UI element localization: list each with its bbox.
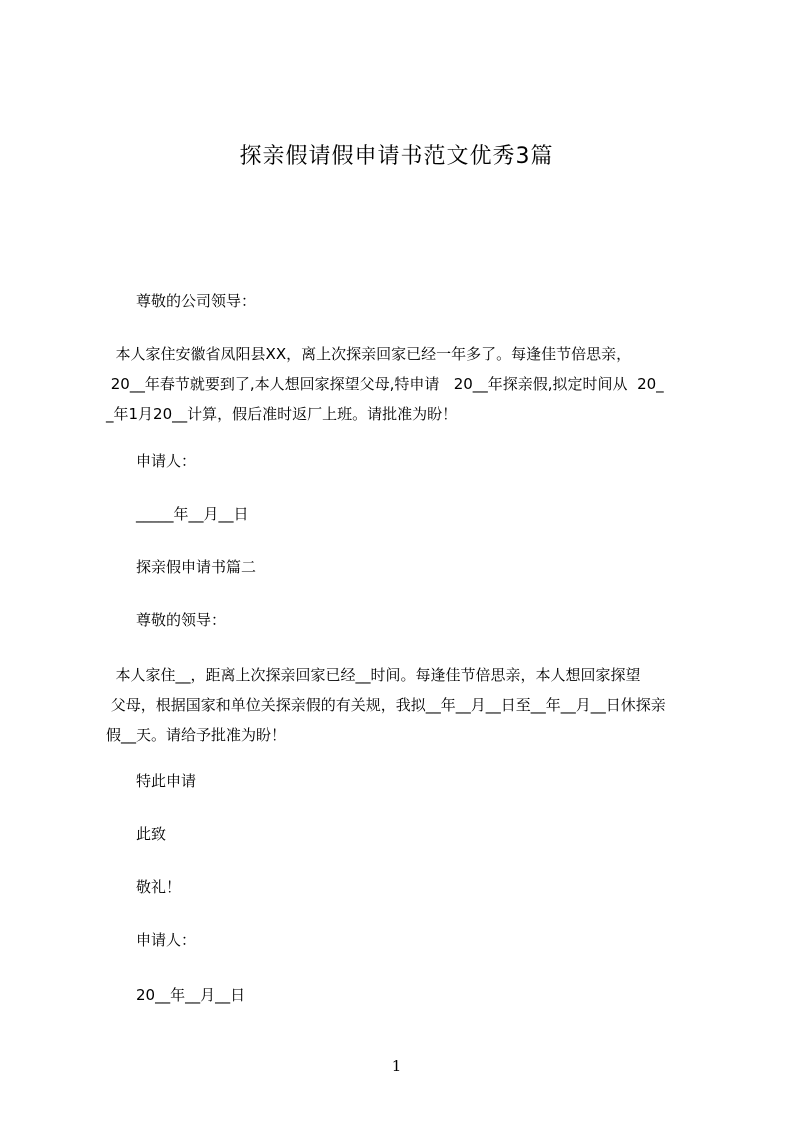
applicant-label: 申请人：: [136, 452, 197, 470]
letter-one-body-line: 本人家住安徽省凤阳县XX，离上次探亲回家已经一年多了。每逢佳节倍思亲，: [106, 345, 632, 363]
letter-two-body-line: 父母，根据国家和单位关探亲假的有关规，我拟__年__月__日至__年__月__日休探亲: [106, 696, 666, 714]
closing-line-ci-zhi: 此致: [136, 825, 167, 843]
salutation-leader: 尊敬的领导：: [136, 611, 227, 629]
applicant-label: 申请人：: [136, 931, 197, 949]
date-line: _____年__月__日: [136, 505, 249, 523]
date-line: 20__年__月__日: [136, 986, 246, 1004]
section-heading-part-two: 探亲假申请书篇二: [136, 558, 257, 576]
letter-two-body: [106, 660, 706, 750]
letter-one-body: [106, 339, 706, 429]
letter-two-body-line: 本人家住__，距离上次探亲回家已经__时间。每逢佳节倍思亲，本人想回家探望: [106, 666, 641, 684]
letter-one-body-line: 20__年春节就要到了,本人想回家探望父母,特申请 20__年探亲假,拟定时间从 20_: [106, 375, 664, 393]
closing-line-jing-li: 敬礼！: [136, 878, 182, 896]
letter-two-body-line: 假__天。请给予批准为盼！: [106, 726, 287, 744]
special-request-line: 特此申请: [136, 772, 197, 790]
document-title: 探亲假请假申请书范文优秀3篇: [239, 144, 554, 169]
salutation-company-leader: 尊敬的公司领导：: [136, 292, 257, 310]
page-number: 1: [391, 1057, 402, 1075]
letter-one-body-line: _年1月20__计算，假后准时返厂上班。请批准为盼！: [106, 405, 458, 423]
